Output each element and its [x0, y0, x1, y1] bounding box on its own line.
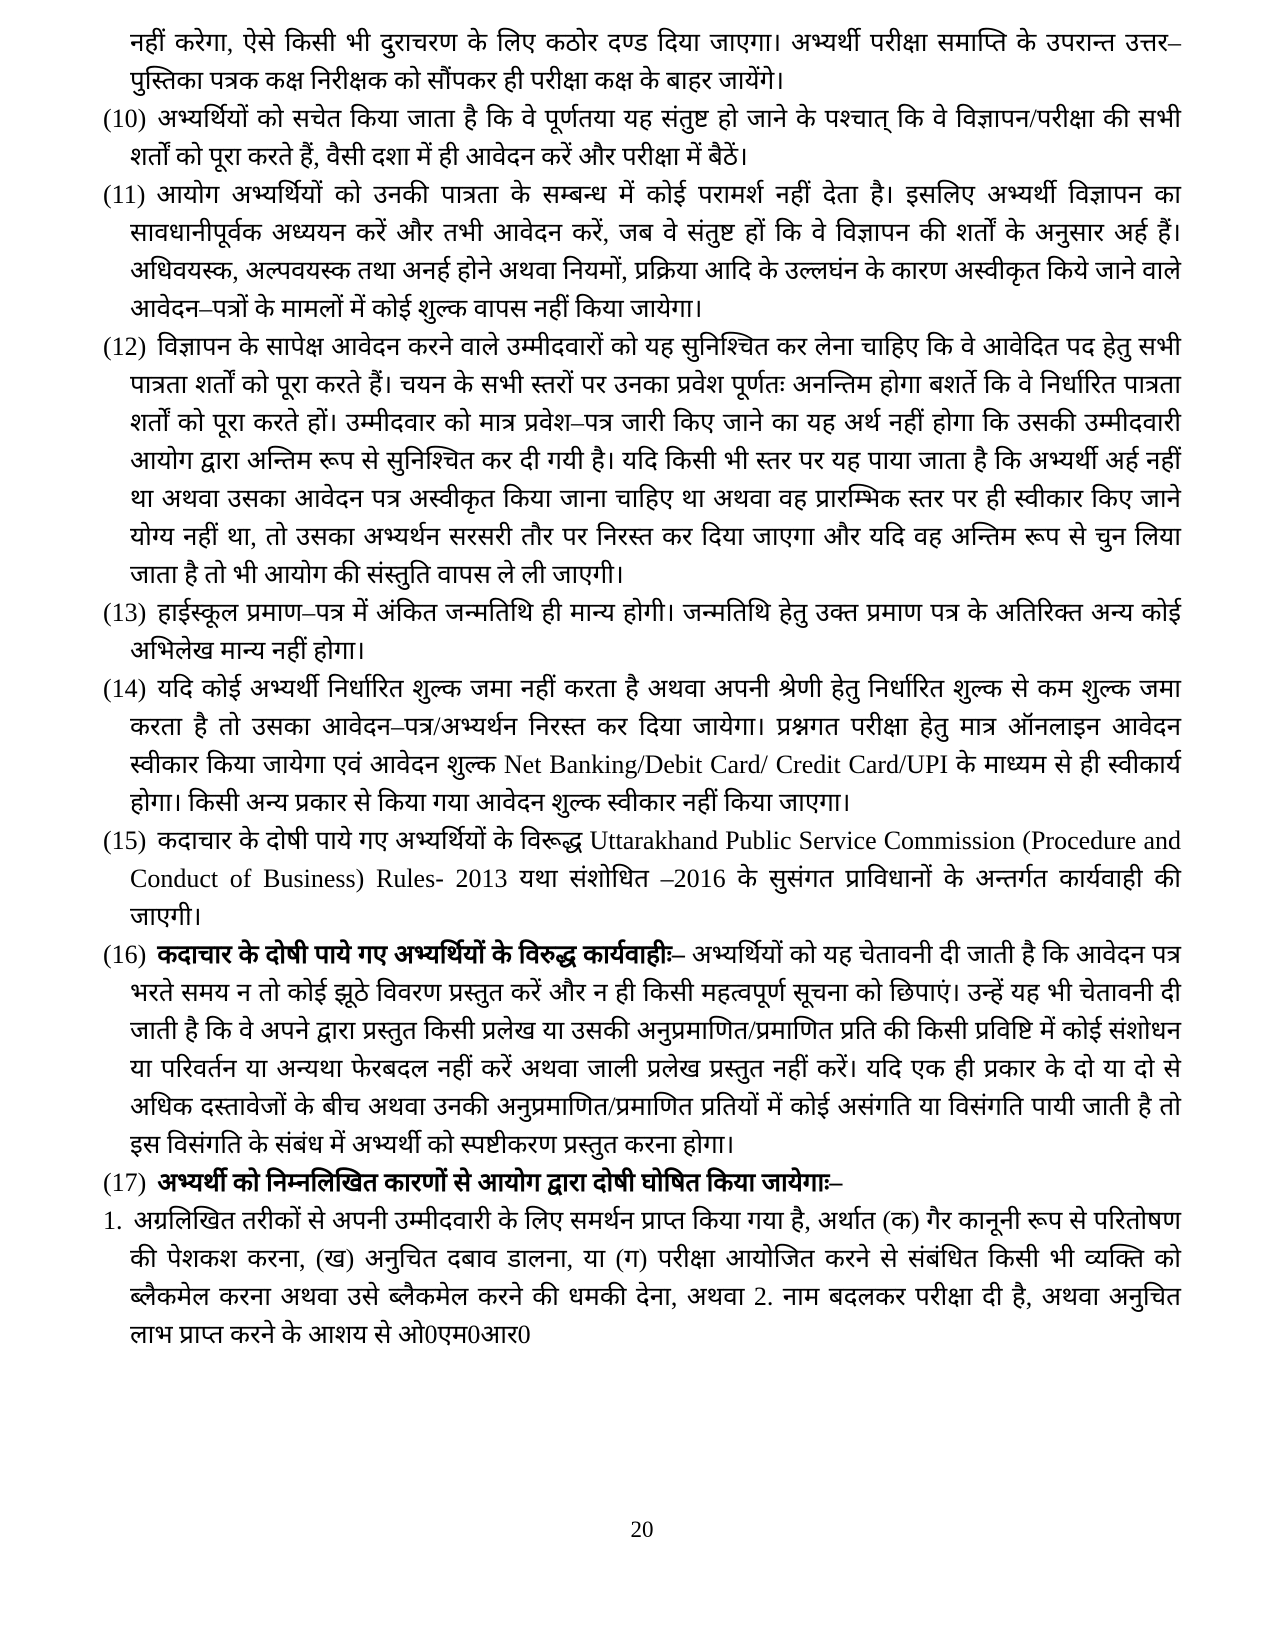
item-number: (12)	[103, 332, 147, 361]
item-text: आयोग अभ्यर्थियों को उनकी पात्रता के सम्बन्ध में कोई परामर्श नहीं देता है। इसलिए अभ्यर्थी विज्ञापन का सावधानीपूर्वक अध्ययन करें और तभी आवेदन करें, जब वे संतुष्ट हों कि वे विज्ञापन की शर्तों के अनुसार अर्ह हैं। अधिवयस्क, अल्पवयस्क तथा अनर्ह होने अथवा नियमों, प्रक्रिया आदि के उल्लघंन के कारण अस्वीकृत किये जाने वाले आवेदन–पत्रों के मामलों में कोई शुल्क वापस नहीं किया जायेगा।	[130, 180, 1181, 323]
list-item	[103, 1202, 1181, 1354]
list-item	[103, 670, 1181, 822]
item-text: अभ्यर्थियों को सचेत किया जाता है कि वे पूर्णतया यह संतुष्ट हो जाने के पश्चात् कि वे विज्ञापन/परीक्षा की सभी शर्तों को पूरा करते हैं, वैसी दशा में ही आवेदन करें और परीक्षा में बैठें।	[130, 104, 1181, 171]
item-text: कदाचार के दोषी पाये गए अभ्यर्थियों के विरूद्ध Uttarakhand Public Service Commission (Procedure and Conduct of Business) Rules- 2013 यथा संशोधित –2016 के सुसंगत प्राविधानों के अन्तर्गत कार्यवाही की जाएगी।	[130, 826, 1181, 931]
paragraph-continuation: नहीं करेगा, ऐसे किसी भी दुराचरण के लिए कठोर दण्ड दिया जाएगा। अभ्यर्थी परीक्षा समाप्ति के उपरान्त उत्तर–पुस्तिका पत्रक कक्ष निरीक्षक को सौंपकर ही परीक्षा कक्ष के बाहर जायेंगे।	[130, 28, 1181, 95]
document-page	[103, 24, 1181, 1354]
list-item	[103, 822, 1181, 936]
item-number: 1.	[103, 1206, 123, 1235]
item-number: (14)	[103, 674, 147, 703]
item-number: (13)	[103, 598, 147, 627]
item-text: अग्रलिखित तरीकों से अपनी उम्मीदवारी के लिए समर्थन प्राप्त किया गया है, अर्थात (क) गैर कानूनी रूप से परितोषण की पेशकश करना, (ख) अनुचित दबाव डालना, या (ग) परीक्षा आयोजित करने से संबंधित किसी भी व्यक्ति को ब्लैकमेल करना अथवा उसे ब्लैकमेल करने की धमकी देना, अथवा 2. नाम बदलकर परीक्षा दी है, अथवा अनुचित लाभ प्राप्त करने के आशय से ओ0एम0आर0	[130, 1206, 1181, 1349]
list-item	[103, 594, 1181, 670]
list-item	[103, 1164, 1181, 1202]
list-item	[103, 328, 1181, 594]
item-text: हाईस्कूल प्रमाण–पत्र में अंकित जन्मतिथि ही मान्य होगी। जन्मतिथि हेतु उक्त प्रमाण पत्र के अतिरिक्त अन्य कोई अभिलेख मान्य नहीं होगा।	[130, 598, 1181, 665]
item-bold-heading: कदाचार के दोषी पाये गए अभ्यर्थियों के विरुद्ध कार्यवाहीः–	[157, 940, 685, 969]
item-number: (17)	[103, 1168, 147, 1197]
item-text: अभ्यर्थियों को यह चेतावनी दी जाती है कि आवेदन पत्र भरते समय न तो कोई झूठे विवरण प्रस्तुत करें और न ही किसी महत्वपूर्ण सूचना को छिपाएं। उन्हें यह भी चेतावनी दी जाती है कि वे अपने द्वारा प्रस्तुत किसी प्रलेख या उसकी अनुप्रमाणित/प्रमाणित प्रति की किसी प्रविष्टि में कोई संशोधन या परिवर्तन या अन्यथा फेरबदल नहीं करें अथवा जाली प्रलेख प्रस्तुत नहीं करें। यदि एक ही प्रकार के दो या दो से अधिक दस्तावेजों के बीच अथवा उनकी अनुप्रमाणित/प्रमाणित प्रतियों में कोई असंगति या विसंगति पायी जाती है तो इस विसंगति के संबंध में अभ्यर्थी को स्पष्टीकरण प्रस्तुत करना होगा।	[130, 940, 1181, 1159]
item-text: यदि कोई अभ्यर्थी निर्धारित शुल्क जमा नहीं करता है अथवा अपनी श्रेणी हेतु निर्धारित शुल्क से कम शुल्क जमा करता है तो उसका आवेदन–पत्र/अभ्यर्थन निरस्त कर दिया जायेगा। प्रश्नगत परीक्षा हेतु मात्र ऑनलाइन आवेदन स्वीकार किया जायेगा एवं आवेदन शुल्क Net Banking/Debit Card/ Credit Card/UPI के माध्यम से ही स्वीकार्य होगा। किसी अन्य प्रकार से किया गया आवेदन शुल्क स्वीकार नहीं किया जाएगा।	[130, 674, 1181, 817]
item-number: (15)	[103, 826, 147, 855]
item-number: (11)	[103, 180, 146, 209]
item-bold-heading: अभ्यर्थी को निम्नलिखित कारणों से आयोग द्वारा दोषी घोषित किया जायेगाः–	[157, 1168, 843, 1197]
item-text: विज्ञापन के सापेक्ष आवेदन करने वाले उम्मीदवारों को यह सुनिश्चित कर लेना चाहिए कि वे आवेदित पद हेतु सभी पात्रता शर्तों को पूरा करते हैं। चयन के सभी स्तरों पर उनका प्रवेश पूर्णतः अनन्तिम होगा बशर्ते कि वे निर्धारित पात्रता शर्तों को पूरा करते हों। उम्मीदवार को मात्र प्रवेश–पत्र जारी किए जाने का यह अर्थ नहीं होगा कि उसकी उम्मीदवारी आयोग द्वारा अन्तिम रूप से सुनिश्चित कर दी गयी है। यदि किसी भी स्तर पर यह पाया जाता है कि अभ्यर्थी अर्ह नहीं था अथवा उसका आवेदन पत्र अस्वीकृत किया जाना चाहिए था अथवा वह प्रारम्भिक स्तर पर ही स्वीकार किए जाने योग्य नहीं था, तो उसका अभ्यर्थन सरसरी तौर पर निरस्त कर दिया जाएगा और यदि वह अन्तिम रूप से चुन लिया जाता है तो भी आयोग की संस्तुति वापस ले ली जाएगी।	[130, 332, 1181, 589]
list-item	[103, 936, 1181, 1164]
list-item	[103, 100, 1181, 176]
item-number: (16)	[103, 940, 147, 969]
list-item	[103, 176, 1181, 328]
page-number: 20	[630, 1517, 654, 1542]
item-number: (10)	[103, 104, 147, 133]
